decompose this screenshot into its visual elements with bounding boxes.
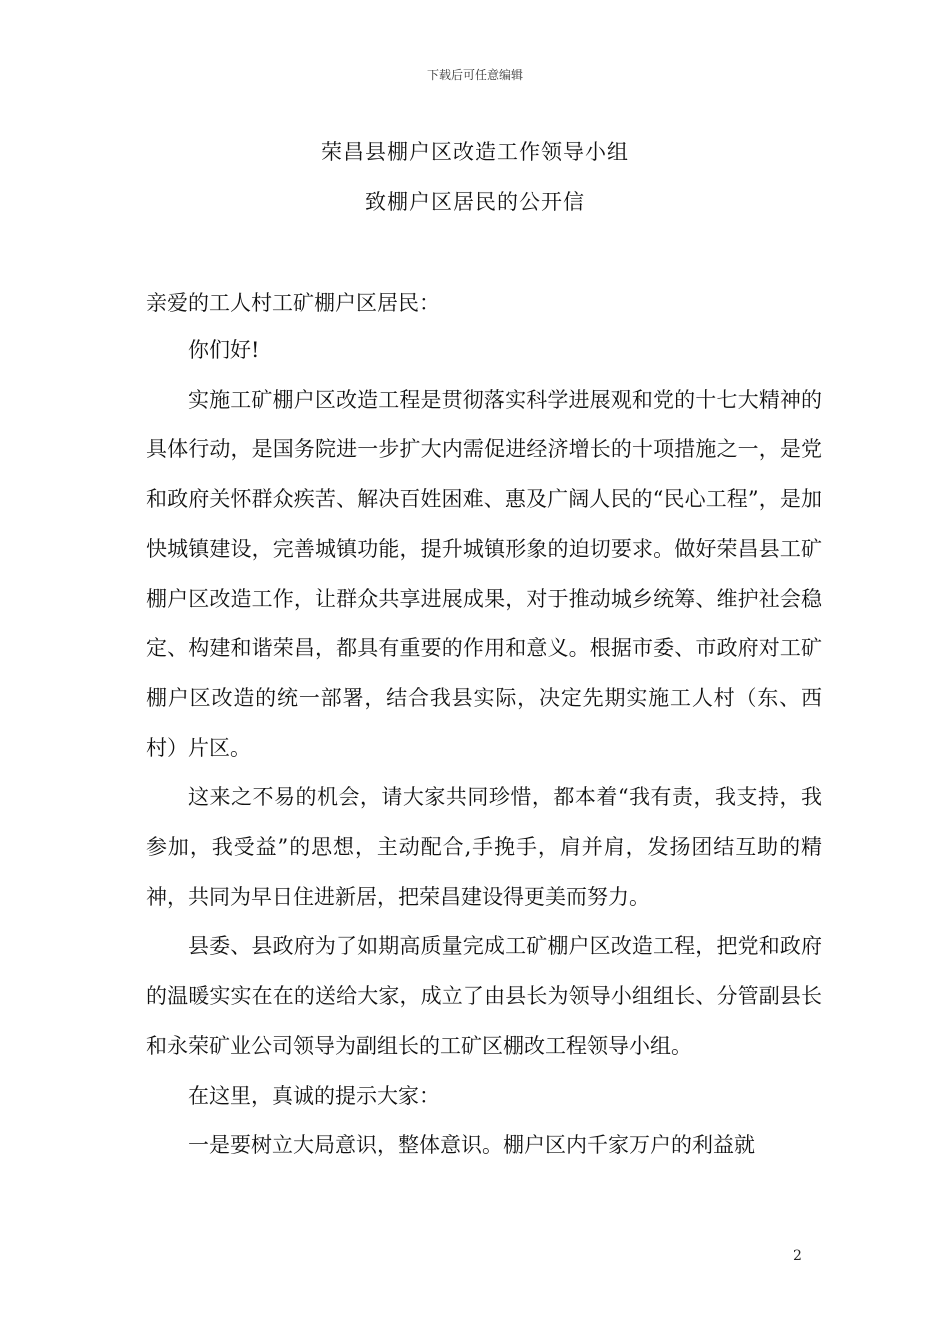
letter-body (146, 326, 822, 1171)
document-subtitle: 致棚户区居民的公开信 (365, 190, 585, 214)
salutation: 亲爱的工人村工矿棚户区居民： (146, 291, 440, 315)
paragraph-greeting: 你们好! (188, 338, 260, 362)
paragraph-project-intro: 实施工矿棚户区改造工程是贯彻落实科学进展观和党的十七大精神的具体行动，是国务院进一步扩大内需促进经济增长的十项措施之一，是党和政府关怀群众疾苦、解决百姓困难、惠及广阔人民的“民心工程”，是加快城镇建设，完善城镇功能，提升城镇形象的迫切要求。做好荣昌县工矿棚户区改造工作，让群众共享进展成果，对于推动城乡统筹、维护社会稳定、构建和谐荣昌，都具有重要的作用和意义。根据市委、市政府对工矿棚户区改造的统一部署，结合我县实际，决定先期实施工人村（东、西村）片区。 (146, 387, 822, 760)
paragraph-reminder-intro: 在这里，真诚的提示大家： (188, 1083, 440, 1108)
paragraph-call-to-action: 这来之不易的机会，请大家共同珍惜，都本着“我有责，我支持，我参加，我受益”的思想，主动配合,手挽手，肩并肩，发扬团结互助的精神，共同为早日住进新居，把荣昌建设得更美而努力。 (146, 785, 822, 909)
page-number: 2 (793, 1248, 802, 1264)
document-title: 荣昌县棚户区改造工作领导小组 (321, 140, 629, 164)
header-note: 下载后可任意编辑 (426, 68, 523, 82)
paragraph-point-one: 一是要树立大局意识，整体意识。棚户区内千家万户的利益就 (188, 1133, 755, 1158)
paragraph-leadership-group: 县委、县政府为了如期高质量完成工矿棚户区改造工程，把党和政府的温暖实实在在的送给大家，成立了由县长为领导小组组长、分管副县长和永荣矿业公司领导为副组长的工矿区棚改工程领导小组。 (146, 934, 822, 1058)
